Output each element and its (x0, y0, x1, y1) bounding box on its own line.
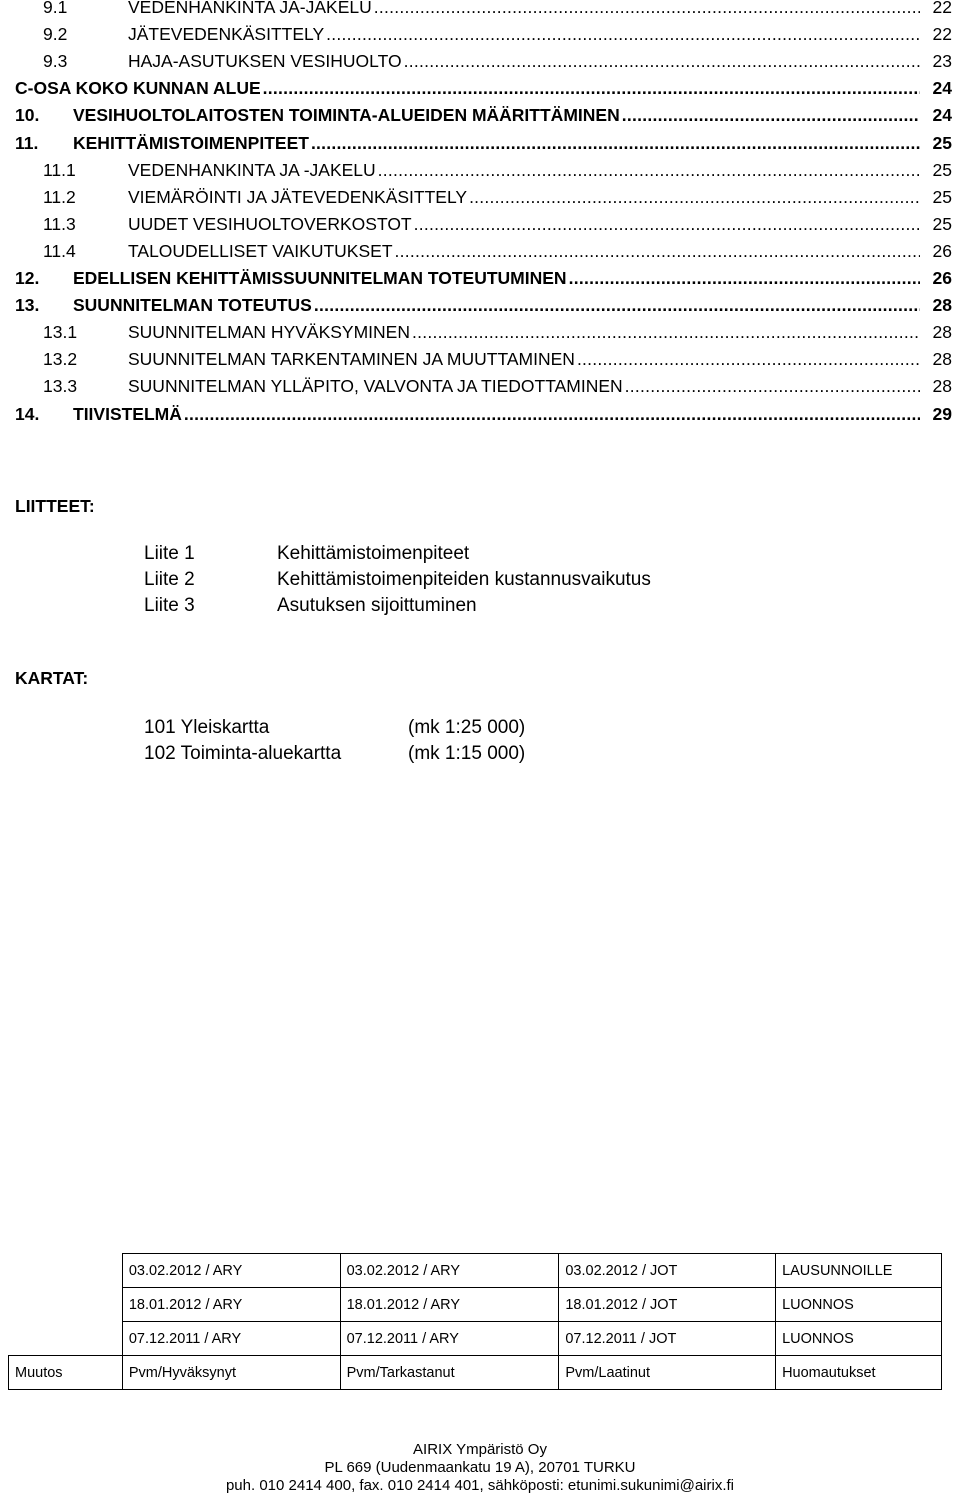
toc-leader-dots (404, 51, 920, 72)
toc-title: SUUNNITELMAN TARKENTAMINEN JA MUUTTAMINEN (128, 349, 575, 370)
revision-checked: 18.01.2012 / ARY (340, 1288, 559, 1322)
toc-page-number: 25 (932, 186, 952, 207)
header-approved: Pvm/Hyväksynyt (122, 1356, 340, 1390)
toc-title: VESIHUOLTOLAITOSTEN TOIMINTA-ALUEIDEN MÄÄRITTÄMINEN (73, 105, 620, 126)
toc-page-number: 26 (932, 268, 952, 288)
attachment-title: Asutuksen sijoittuminen (277, 595, 477, 616)
toc-number: 9.2 (43, 24, 68, 45)
toc-entry[interactable] (43, 376, 952, 402)
toc-title: VEDENHANKINTA JA -JAKELU (128, 159, 376, 180)
toc-leader-dots (314, 295, 920, 316)
toc-entry[interactable] (43, 241, 952, 267)
header-change: Muutos (9, 1356, 123, 1390)
toc-entry[interactable] (43, 187, 952, 213)
revision-note: LUONNOS (776, 1322, 942, 1356)
toc-leader-dots (184, 404, 920, 425)
attachment-title: Kehittämistoimenpiteet (277, 543, 470, 564)
toc-page-number: 29 (932, 403, 952, 424)
toc-page-number: 28 (932, 376, 952, 397)
toc-number: 12. (15, 268, 40, 288)
toc-title: VIEMÄRÖINTI JA JÄTEVEDENKÄSITTELY (128, 186, 468, 207)
toc-title: SUUNNITELMAN HYVÄKSYMINEN (128, 322, 410, 343)
toc-page-number: 28 (932, 322, 952, 343)
toc-number: 14. (15, 403, 40, 424)
header-notes: Huomautukset (776, 1356, 942, 1390)
footer-address: PL 669 (Uudenmaankatu 19 A), 20701 TURKU (324, 1459, 636, 1476)
map-scale: (mk 1:25 000) (408, 717, 526, 738)
toc-page-number: 24 (932, 78, 952, 99)
toc-number: 11.2 (43, 186, 76, 207)
toc-number: 11. (15, 132, 39, 153)
toc-leader-dots (374, 0, 920, 18)
toc-title: TALOUDELLISET VAIKUTUKSET (128, 240, 393, 261)
maps-heading: KARTAT: (15, 668, 89, 688)
revision-prepared: 07.12.2011 / JOT (559, 1322, 776, 1356)
toc-page-number: 26 (932, 240, 952, 261)
toc-title: UUDET VESIHUOLTOVERKOSTOT (128, 213, 412, 234)
attachments-heading: LIITTEET: (15, 496, 95, 516)
attachment-title: Kehittämistoimenpiteiden kustannusvaikutus (277, 569, 651, 590)
toc-entry[interactable] (15, 268, 952, 294)
revision-note: LUONNOS (776, 1288, 942, 1322)
toc-number: 13.3 (43, 376, 78, 397)
revision-approved: 07.12.2011 / ARY (122, 1322, 340, 1356)
toc-title: C-OSA KOKO KUNNAN ALUE (15, 78, 261, 99)
toc-number: 9.1 (43, 0, 68, 17)
toc-entry[interactable] (15, 78, 952, 104)
toc-number: 11.4 (43, 240, 76, 261)
toc-title: SUUNNITELMAN TOTEUTUS (73, 295, 312, 316)
toc-number: 11.3 (43, 213, 76, 234)
toc-leader-dots (625, 376, 920, 397)
toc-title: VEDENHANKINTA JA-JAKELU (128, 0, 372, 17)
toc-title: JÄTEVEDENKÄSITTELY (128, 24, 325, 45)
toc-number: 11.1 (43, 159, 76, 180)
revision-note: LAUSUNNOILLE (776, 1254, 942, 1288)
toc-entry[interactable] (43, 214, 952, 240)
toc-page-number: 22 (932, 24, 952, 45)
toc-number: 13.2 (43, 349, 78, 370)
toc-entry[interactable] (43, 160, 952, 186)
toc-page-number: 28 (932, 349, 952, 370)
toc-leader-dots (395, 241, 920, 262)
toc-entry[interactable] (15, 105, 952, 131)
toc-number: 13.1 (43, 322, 78, 343)
toc-number: 10. (15, 105, 40, 126)
toc-page-number: 25 (932, 159, 952, 180)
toc-title: HAJA-ASUTUKSEN VESIHUOLTO (128, 51, 402, 72)
toc-entry[interactable] (15, 133, 952, 159)
toc-page-number: 25 (932, 132, 952, 153)
attachment-label: Liite 1 (144, 543, 195, 564)
toc-entry[interactable] (15, 404, 952, 430)
footer (0, 1441, 960, 1495)
toc-entry[interactable] (43, 349, 952, 375)
attachment-label: Liite 2 (144, 569, 195, 590)
revision-table (8, 1253, 942, 1390)
toc-leader-dots (326, 24, 920, 45)
map-name: 101 Yleiskartta (144, 717, 270, 738)
toc-leader-dots (311, 133, 920, 154)
header-prepared: Pvm/Laatinut (559, 1356, 776, 1390)
toc-page-number: 25 (932, 213, 952, 234)
revision-row (9, 1254, 942, 1288)
map-scale: (mk 1:15 000) (408, 743, 526, 764)
toc-entry[interactable] (43, 0, 952, 23)
footer-company: AIRIX Ympäristö Oy (413, 1441, 547, 1458)
footer-contact: puh. 010 2414 400, fax. 010 2414 401, sähköposti: etunimi.sukunimi@airix.fi (225, 1477, 735, 1494)
revision-approved: 03.02.2012 / ARY (122, 1254, 340, 1288)
toc-entry[interactable] (15, 295, 952, 321)
toc-leader-dots (414, 214, 920, 235)
revision-prepared: 18.01.2012 / JOT (559, 1288, 776, 1322)
toc-title: SUUNNITELMAN YLLÄPITO, VALVONTA JA TIEDOTTAMINEN (128, 376, 623, 397)
toc-entry[interactable] (43, 322, 952, 348)
toc-page-number: 28 (932, 295, 952, 316)
revision-prepared: 03.02.2012 / JOT (559, 1254, 776, 1288)
toc-leader-dots (412, 322, 920, 343)
toc-page-number: 22 (932, 0, 952, 17)
toc-leader-dots (622, 105, 920, 126)
toc-number: 13. (15, 295, 40, 316)
toc-leader-dots (378, 160, 920, 181)
toc-page-number: 24 (932, 105, 952, 126)
toc-leader-dots (577, 349, 920, 370)
toc-number: 9.3 (43, 51, 68, 72)
toc-leader-dots (469, 187, 920, 208)
header-checked: Pvm/Tarkastanut (340, 1356, 559, 1390)
revision-checked: 03.02.2012 / ARY (340, 1254, 559, 1288)
revision-row (9, 1288, 942, 1322)
map-name: 102 Toiminta-aluekartta (144, 743, 342, 764)
toc-title: EDELLISEN KEHITTÄMISSUUNNITELMAN TOTEUTUMINEN (73, 268, 567, 288)
revision-header-row (9, 1356, 942, 1390)
revision-checked: 07.12.2011 / ARY (340, 1322, 559, 1356)
toc-leader-dots (569, 268, 920, 289)
toc-entry[interactable] (43, 51, 952, 77)
toc-title: KEHITTÄMISTOIMENPITEET (73, 132, 309, 153)
toc-page-number: 23 (932, 51, 952, 72)
toc-leader-dots (263, 78, 920, 99)
toc-entry[interactable] (43, 24, 952, 50)
revision-approved: 18.01.2012 / ARY (122, 1288, 340, 1322)
revision-row (9, 1322, 942, 1356)
attachment-label: Liite 3 (144, 595, 195, 616)
toc-title: TIIVISTELMÄ (73, 403, 182, 424)
